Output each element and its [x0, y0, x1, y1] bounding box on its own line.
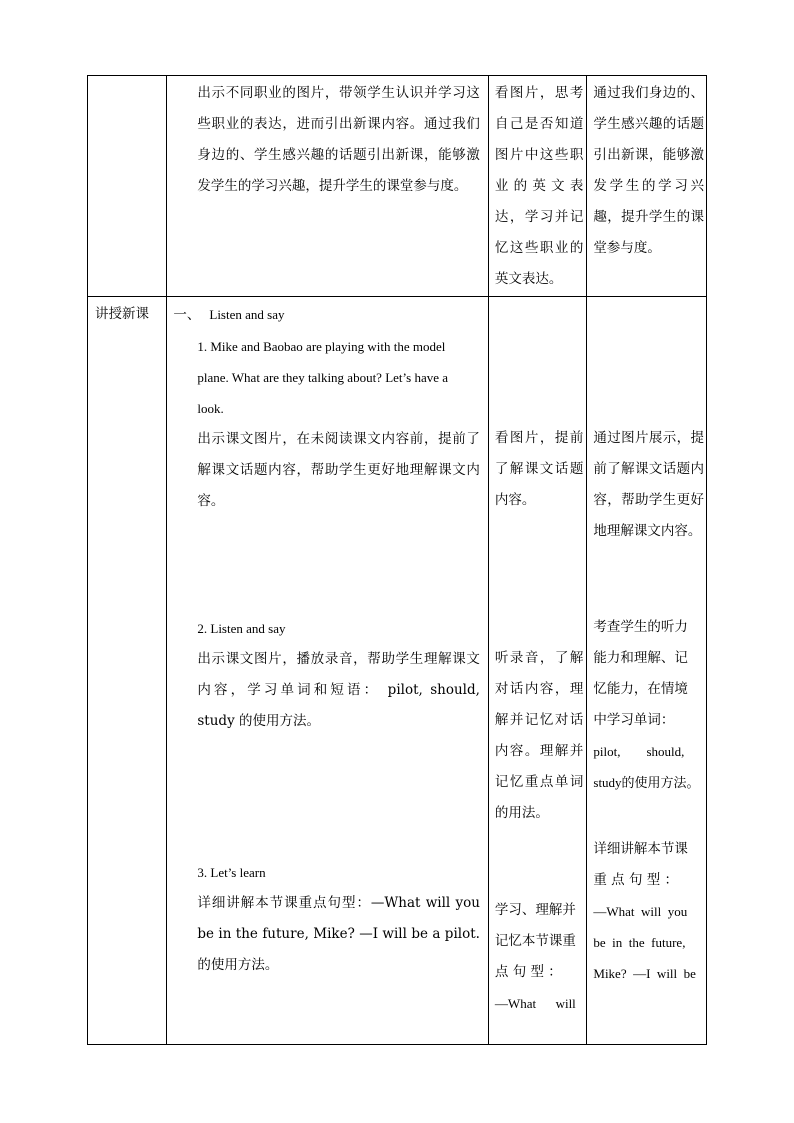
- part2-design-intent-line: 考查学生的听力: [593, 619, 688, 635]
- part2-student-activity: 听录音，了解对话内容，理解并记忆对话内容。理解并记忆重点单词的用法。: [494, 650, 584, 821]
- student-activity-text: 看图片，思考自己是否知道图片中这些职业的英文表达，学习并记忆这些职业的英文表达。: [494, 85, 584, 287]
- teaching-content-text: 出示不同职业的图片，带领学生认识并学习这些职业的表达，进而引出新课内容。通过我们身边的、学生感兴趣的话题引出新课，能够激发学生的学习兴趣，提升学生的课堂参与度。: [197, 85, 480, 194]
- part2-description: 出示课文图片，播放录音，帮助学生理解课文内容，学习单词和短语： pilot, should, study 的使用方法。: [197, 651, 480, 729]
- part3-design-intent-line: —What will you: [593, 904, 688, 919]
- part3-design-intent-line: Mike? —I will be: [593, 966, 696, 981]
- part3-student-activity-line: —What will: [494, 996, 576, 1011]
- design-intent-cell: [587, 297, 707, 1045]
- part1-title-line: 1. Mike and Baobao are playing with the model: [197, 339, 446, 354]
- part1-title-line: look.: [197, 401, 224, 416]
- teaching-content-cell: [167, 76, 489, 297]
- part3-student-activity-line: 记忆本节课重: [494, 933, 576, 949]
- part1-description: 出示课文图片，在未阅读课文内容前，提前了解课文话题内容，帮助学生更好地理解课文内容。: [197, 431, 480, 509]
- student-activity-cell: [488, 76, 586, 297]
- part2-design-intent-line: study的使用方法。: [593, 775, 700, 790]
- part3-description: 详细讲解本节课重点句型：—What will you be in the future, Mike? —I will be a pilot. 的使用方法。: [197, 895, 480, 973]
- part3-student-activity-line: 点 句 型 ：: [494, 964, 562, 980]
- part2-design-intent-line: 中学习单词：: [593, 712, 675, 728]
- row-label: 讲授新课: [95, 306, 149, 322]
- table-row: [88, 76, 707, 297]
- part3-design-intent-line: be in the future,: [593, 935, 686, 950]
- part2-design-intent-line: 能力和理解、记: [593, 650, 688, 666]
- lesson-plan-table: [87, 75, 707, 1045]
- part1-title-line: plane. What are they talking about? Let’s have a: [197, 370, 449, 385]
- part3-student-activity-line: 学习、理解并: [494, 902, 576, 918]
- design-intent-text: 通过我们身边的、学生感兴趣的话题引出新课，能够激发学生的学习兴趣，提升学生的课堂参与度。: [593, 85, 704, 256]
- table-row: [88, 297, 707, 1045]
- part3-design-intent-line: 重 点 句 型 ：: [593, 872, 679, 888]
- section-title: Listen and say: [209, 307, 285, 322]
- row-label: [88, 76, 166, 78]
- teaching-content-cell: [167, 297, 489, 1045]
- part1-design-intent: 通过图片展示，提前了解课文话题内容，帮助学生更好地理解课文内容。: [593, 430, 704, 539]
- student-activity-cell: [488, 297, 586, 1045]
- student-activity-block: [489, 297, 586, 1019]
- row-label-cell: [88, 76, 167, 297]
- part2-title: 2. Listen and say: [197, 621, 286, 636]
- part3-design-intent-line: 详细讲解本节课: [593, 841, 688, 857]
- design-intent-cell: [587, 76, 707, 297]
- section-number: 一、: [173, 307, 201, 323]
- part3-title: 3. Let’s learn: [197, 865, 266, 880]
- row-label-cell: [88, 297, 167, 1045]
- part2-design-intent-line: 忆能力，在情境: [593, 681, 688, 697]
- section-heading: [173, 299, 480, 331]
- part2-design-intent-line: pilot, should,: [593, 744, 685, 759]
- design-intent-block: [587, 297, 706, 989]
- teaching-content-block: [167, 297, 488, 981]
- part1-student-activity: 看图片，提前了解课文话题内容。: [494, 430, 584, 508]
